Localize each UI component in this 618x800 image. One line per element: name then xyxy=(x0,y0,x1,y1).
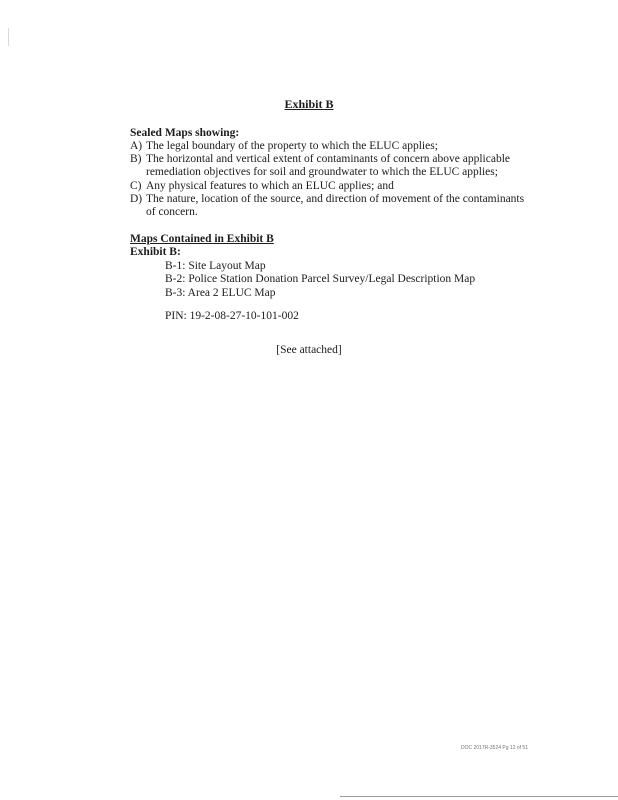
sealed-maps-heading: Sealed Maps showing: xyxy=(130,127,240,139)
map-item: B-3: Area 2 ELUC Map xyxy=(165,286,276,299)
list-item xyxy=(130,180,530,193)
list-text: Any physical features to which an ELUC applies; and xyxy=(146,179,394,192)
list-letter: B) xyxy=(130,153,142,166)
maps-contained-heading: Maps Contained in Exhibit B xyxy=(130,233,274,245)
list-letter: A) xyxy=(130,140,143,152)
exhibit-b-label: Exhibit B: xyxy=(130,246,181,258)
maps-list xyxy=(165,260,475,300)
pin-number: PIN: 19-2-08-27-10-101-002 xyxy=(165,310,299,322)
list-item xyxy=(130,193,530,219)
list-item xyxy=(130,153,530,179)
scan-edge-mark xyxy=(8,28,9,46)
list-text: The legal boundary of the property to which the ELUC applies; xyxy=(146,140,438,152)
see-attached-note: [See attached] xyxy=(276,344,342,356)
list-text: The nature, location of the source, and direction of movement of the contaminants of concern. xyxy=(146,192,525,219)
list-text: The horizontal and vertical extent of contaminants of concern above applicable remediation objectives for soil and groundwater to which the ELUC applies; xyxy=(146,153,511,179)
list-letter: C) xyxy=(130,179,142,192)
footer-rule xyxy=(340,796,618,797)
sealed-maps-list xyxy=(130,140,530,219)
page-stamp: DOC 2017R-3524 Pg 12 of 51 xyxy=(461,745,528,751)
list-letter: D) xyxy=(130,192,143,205)
map-item: B-1: Site Layout Map xyxy=(165,260,266,272)
exhibit-title: Exhibit B xyxy=(284,97,334,111)
map-item: B-2: Police Station Donation Parcel Survey/Legal Description Map xyxy=(165,273,476,286)
list-item xyxy=(130,140,530,153)
